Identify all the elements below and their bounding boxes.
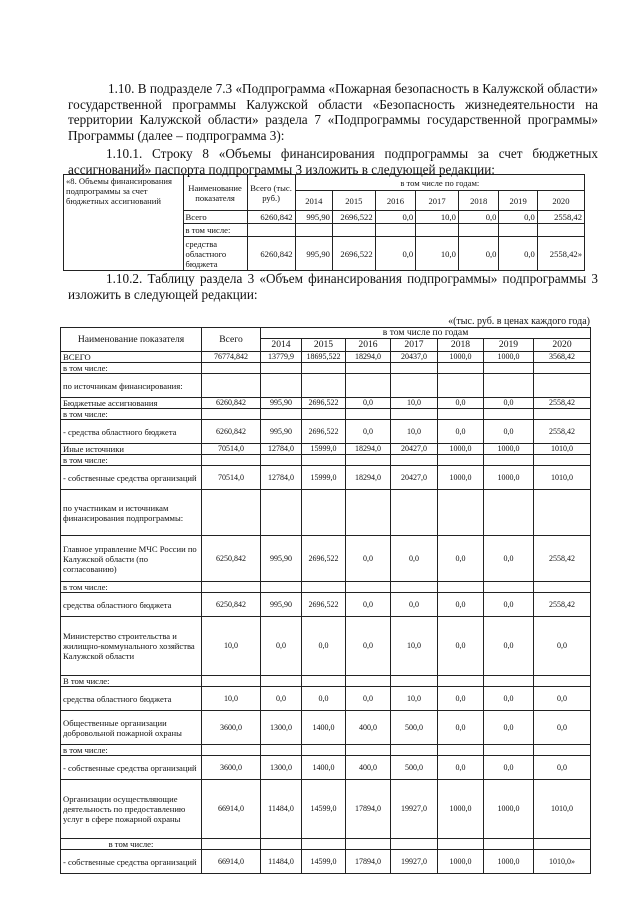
t2-cell <box>438 409 484 420</box>
t2-row <box>61 490 591 536</box>
t2-cell <box>438 839 484 850</box>
t1-cell <box>295 224 332 237</box>
t2-cell: 1010,0 <box>534 466 591 490</box>
t2-cell: 0,0 <box>484 617 534 676</box>
t2-cell: 995,90 <box>261 593 302 617</box>
t2-row <box>61 850 591 874</box>
paragraph-1-10-1: 1.10.1. Строку 8 «Объемы финансирования подпрограммы за счет бюджетных ассигнований» паспорта подпрограммы 3 изложить в следующей редакции: <box>68 146 598 177</box>
passport-row-label: «8. Объемы финансирования подпрограммы за счет бюджетных ассигнований <box>64 175 184 271</box>
t2-cell <box>261 745 302 756</box>
t1-cell <box>499 224 537 237</box>
t2-cell <box>391 676 438 687</box>
t2-cell: 10,0 <box>391 687 438 711</box>
t2-cell <box>391 374 438 398</box>
t2-row <box>61 466 591 490</box>
t2-cell: 18294,0 <box>346 352 391 363</box>
t2-row-name: Общественные организации добровольной пожарной охраны <box>61 711 202 745</box>
units-note: «(тыс. руб. в ценах каждого года) <box>448 316 590 327</box>
t2-cell: 13779,9 <box>261 352 302 363</box>
t2-cell: 0,0 <box>346 420 391 444</box>
t2-cell: 0,0 <box>484 536 534 582</box>
paragraph-1-10: 1.10. В подразделе 7.3 «Подпрограмма «Пожарная безопасность в Калужской области» государственной программы Калужской области «Безопасность жизнедеятельности на территории Калужской области» раздела 7 «Подпрограммы государственной программы» Программы (далее – подпрограмма 3): <box>68 81 598 143</box>
t2-cell: 0,0 <box>438 593 484 617</box>
t2-cell <box>391 409 438 420</box>
t2-cell: 0,0 <box>438 687 484 711</box>
t2-cell: 18294,0 <box>346 444 391 455</box>
t2-cell: 995,90 <box>261 398 302 409</box>
t2-year-header: 2015 <box>302 339 346 352</box>
t2-row-total: 76774,842 <box>202 352 261 363</box>
t2-row <box>61 617 591 676</box>
t2-row <box>61 756 591 780</box>
t2-cell: 2696,522 <box>302 398 346 409</box>
t2-row-total <box>202 363 261 374</box>
t2-cell: 1000,0 <box>484 466 534 490</box>
t2-cell <box>534 363 591 374</box>
t2-cell <box>302 363 346 374</box>
t2-cell: 12784,0 <box>261 444 302 455</box>
t2-cell: 1000,0 <box>438 352 484 363</box>
t2-cell <box>484 363 534 374</box>
t2-cell: 0,0 <box>534 756 591 780</box>
t1-header-total: Всего (тыс. руб.) <box>247 175 295 211</box>
t2-cell: 0,0 <box>438 711 484 745</box>
t2-row-total: 70514,0 <box>202 466 261 490</box>
t2-cell <box>261 676 302 687</box>
t2-cell: 0,0 <box>484 420 534 444</box>
t2-cell: 15999,0 <box>302 466 346 490</box>
paragraph-1-10-2: 1.10.2. Таблицу раздела 3 «Объем финансирования подпрограммы» подпрограммы 3 изложить в следующей редакции: <box>68 271 598 302</box>
t2-cell <box>534 409 591 420</box>
t2-row-name: по участникам и источникам финансирования подпрограммы: <box>61 490 202 536</box>
t2-cell <box>484 676 534 687</box>
t2-cell <box>391 839 438 850</box>
t2-row <box>61 536 591 582</box>
t2-cell <box>438 455 484 466</box>
t2-row-total: 66914,0 <box>202 780 261 839</box>
t2-cell: 10,0 <box>391 617 438 676</box>
t2-row <box>61 711 591 745</box>
t2-row-name: в том числе: <box>61 582 202 593</box>
t1-cell: 0,0 <box>458 211 499 224</box>
t2-row-total: 66914,0 <box>202 850 261 874</box>
t2-row-total <box>202 374 261 398</box>
t2-row-total <box>202 839 261 850</box>
t2-row-name: Организации осуществляющие деятельность по предоставлению услуг в сфере пожарной охраны <box>61 780 202 839</box>
t2-cell <box>346 582 391 593</box>
t1-year-header: 2018 <box>458 191 499 211</box>
t2-cell: 0,0 <box>484 593 534 617</box>
t2-year-header: 2014 <box>261 339 302 352</box>
t2-row <box>61 420 591 444</box>
t2-cell <box>438 582 484 593</box>
t2-cell: 2558,42 <box>534 593 591 617</box>
t2-row-name: Бюджетные ассигнования <box>61 398 202 409</box>
t1-year-header: 2015 <box>332 191 375 211</box>
t2-cell: 995,90 <box>261 536 302 582</box>
t2-cell <box>484 839 534 850</box>
t2-cell: 2558,42 <box>534 398 591 409</box>
t2-row-name: по источникам финансирования: <box>61 374 202 398</box>
t2-row-name: в том числе: <box>61 745 202 756</box>
t2-cell: 1010,0 <box>534 444 591 455</box>
t2-cell: 20437,0 <box>391 352 438 363</box>
t2-row-total <box>202 582 261 593</box>
t2-row <box>61 676 591 687</box>
t2-cell <box>391 455 438 466</box>
t2-cell: 2696,522 <box>302 420 346 444</box>
t2-row-total: 10,0 <box>202 687 261 711</box>
t1-cell: 995,90 <box>295 211 332 224</box>
t2-row-total <box>202 455 261 466</box>
t2-cell <box>534 582 591 593</box>
t2-cell <box>438 363 484 374</box>
t1-cell: 995,90 <box>295 237 332 271</box>
funding-table <box>60 327 591 874</box>
t1-cell: 10,0 <box>416 211 459 224</box>
t1-row-name: средства областного бюджета <box>183 237 247 271</box>
t2-cell: 19927,0 <box>391 850 438 874</box>
t1-year-header: 2016 <box>375 191 416 211</box>
t1-row-total: 6260,842 <box>247 237 295 271</box>
t2-cell <box>534 839 591 850</box>
t2-cell: 995,90 <box>261 420 302 444</box>
t2-cell: 0,0 <box>391 536 438 582</box>
t2-cell: 1000,0 <box>484 850 534 874</box>
t2-cell: 400,0 <box>346 756 391 780</box>
t2-cell: 1010,0 <box>534 780 591 839</box>
t2-cell <box>346 455 391 466</box>
t2-cell <box>302 582 346 593</box>
t2-row-name: в том числе: <box>61 409 202 420</box>
t2-cell: 2558,42 <box>534 536 591 582</box>
t2-row-total <box>202 745 261 756</box>
t2-cell <box>438 676 484 687</box>
t2-cell: 10,0 <box>391 398 438 409</box>
passport-funding-table <box>63 174 585 271</box>
t2-cell: 0,0 <box>438 420 484 444</box>
t2-row <box>61 363 591 374</box>
t2-cell <box>346 676 391 687</box>
t2-cell <box>534 490 591 536</box>
t2-row-name: Иные источники <box>61 444 202 455</box>
t2-cell <box>534 374 591 398</box>
t2-cell <box>302 745 346 756</box>
t2-cell <box>346 490 391 536</box>
t2-cell: 15999,0 <box>302 444 346 455</box>
t2-row <box>61 582 591 593</box>
t2-cell <box>346 374 391 398</box>
t2-row-name: Министерство строительства и жилищно-коммунального хозяйства Калужской области <box>61 617 202 676</box>
t2-row-name: в том числе: <box>61 839 202 850</box>
t2-header-total: Всего <box>202 328 261 352</box>
t1-cell: 2558,42 <box>537 211 584 224</box>
t1-year-header: 2014 <box>295 191 332 211</box>
t2-row-name: средства областного бюджета <box>61 593 202 617</box>
t2-cell <box>261 455 302 466</box>
t2-cell: 3568,42 <box>534 352 591 363</box>
t2-row-total: 6250,842 <box>202 536 261 582</box>
t2-cell: 1000,0 <box>438 850 484 874</box>
t2-cell <box>302 490 346 536</box>
t2-cell: 20427,0 <box>391 444 438 455</box>
t2-cell: 0,0 <box>534 711 591 745</box>
t2-year-header: 2020 <box>534 339 591 352</box>
t2-row-total: 3600,0 <box>202 756 261 780</box>
t2-cell: 0,0 <box>438 398 484 409</box>
t2-cell: 0,0 <box>484 711 534 745</box>
t2-row <box>61 455 591 466</box>
t2-cell: 0,0 <box>346 593 391 617</box>
t2-cell <box>391 490 438 536</box>
t2-cell <box>484 490 534 536</box>
t2-row <box>61 745 591 756</box>
t2-cell <box>438 490 484 536</box>
t2-year-header: 2017 <box>391 339 438 352</box>
t2-cell <box>484 409 534 420</box>
t2-cell: 0,0 <box>391 593 438 617</box>
t2-row-name: - собственные средства организаций <box>61 850 202 874</box>
t2-cell: 0,0 <box>346 687 391 711</box>
t2-row-name: в том числе: <box>61 455 202 466</box>
t2-cell <box>261 409 302 420</box>
t2-row-name: ВСЕГО <box>61 352 202 363</box>
t1-cell <box>375 224 416 237</box>
t2-cell <box>302 839 346 850</box>
t1-cell: 2696,522 <box>332 237 375 271</box>
t2-row <box>61 352 591 363</box>
t2-cell: 17894,0 <box>346 780 391 839</box>
t2-cell <box>534 455 591 466</box>
t2-cell <box>302 676 346 687</box>
t2-cell <box>484 455 534 466</box>
t2-row <box>61 374 591 398</box>
t2-cell <box>346 363 391 374</box>
t2-cell: 2696,522 <box>302 536 346 582</box>
t2-row <box>61 780 591 839</box>
t1-cell: 0,0 <box>375 211 416 224</box>
t2-cell: 20427,0 <box>391 466 438 490</box>
t1-header-name: Наименование показателя <box>183 175 247 211</box>
t1-row-total <box>247 224 295 237</box>
t2-cell <box>534 745 591 756</box>
t2-cell <box>261 374 302 398</box>
t2-cell <box>261 839 302 850</box>
t2-cell: 0,0 <box>438 617 484 676</box>
t2-cell: 0,0 <box>261 617 302 676</box>
t2-cell <box>302 455 346 466</box>
t1-cell: 2696,522 <box>332 211 375 224</box>
t2-cell: 500,0 <box>391 711 438 745</box>
t1-cell: 0,0 <box>458 237 499 271</box>
t2-cell: 18294,0 <box>346 466 391 490</box>
t2-cell: 0,0 <box>346 617 391 676</box>
t2-cell: 0,0 <box>484 398 534 409</box>
t1-cell: 0,0 <box>375 237 416 271</box>
t1-cell: 2558,42» <box>537 237 584 271</box>
t2-cell: 2696,522 <box>302 593 346 617</box>
t2-cell: 1000,0 <box>484 444 534 455</box>
t2-cell: 0,0 <box>438 536 484 582</box>
t2-cell: 17894,0 <box>346 850 391 874</box>
t2-row <box>61 593 591 617</box>
t2-cell: 2558,42 <box>534 420 591 444</box>
t2-cell: 1300,0 <box>261 756 302 780</box>
t2-cell <box>391 363 438 374</box>
t2-cell: 1000,0 <box>438 466 484 490</box>
t2-cell: 0,0 <box>346 536 391 582</box>
t2-cell: 1400,0 <box>302 711 346 745</box>
t2-cell <box>391 745 438 756</box>
t2-row-name: Главное управление МЧС России по Калужской области (по согласованию) <box>61 536 202 582</box>
t2-year-header: 2019 <box>484 339 534 352</box>
t2-year-header: 2018 <box>438 339 484 352</box>
t1-header-years-group: в том числе по годам: <box>295 175 584 191</box>
t2-cell: 1300,0 <box>261 711 302 745</box>
t2-cell <box>261 582 302 593</box>
t2-cell: 0,0 <box>261 687 302 711</box>
t2-cell: 1000,0 <box>484 780 534 839</box>
t2-cell: 0,0 <box>484 687 534 711</box>
t1-row-name: в том числе: <box>183 224 247 237</box>
t2-row-name: средства областного бюджета <box>61 687 202 711</box>
t2-cell <box>438 745 484 756</box>
t2-cell: 0,0 <box>534 687 591 711</box>
t2-cell: 19927,0 <box>391 780 438 839</box>
t2-cell: 11484,0 <box>261 850 302 874</box>
t2-row <box>61 444 591 455</box>
t2-row-name: - собственные средства организаций <box>61 756 202 780</box>
t2-row <box>61 398 591 409</box>
t2-cell <box>261 363 302 374</box>
t1-cell: 0,0 <box>499 211 537 224</box>
t2-cell <box>261 490 302 536</box>
t2-cell <box>438 374 484 398</box>
t2-cell: 1000,0 <box>484 352 534 363</box>
t1-cell <box>332 224 375 237</box>
t2-cell: 14599,0 <box>302 780 346 839</box>
t2-row-name: - средства областного бюджета <box>61 420 202 444</box>
t2-cell: 0,0 <box>438 756 484 780</box>
t2-cell: 18695,522 <box>302 352 346 363</box>
t2-header-name: Наименование показателя <box>61 328 202 352</box>
t2-header-years-group: в том числе по годам <box>261 328 591 339</box>
t2-row-total: 70514,0 <box>202 444 261 455</box>
t2-cell: 0,0 <box>302 687 346 711</box>
t2-cell <box>302 374 346 398</box>
t2-row-total: 6260,842 <box>202 420 261 444</box>
t2-row-total: 10,0 <box>202 617 261 676</box>
t2-cell: 400,0 <box>346 711 391 745</box>
t2-cell: 0,0 <box>534 617 591 676</box>
t2-row <box>61 409 591 420</box>
t1-row-name: Всего <box>183 211 247 224</box>
t2-cell <box>346 745 391 756</box>
t1-year-header: 2017 <box>416 191 459 211</box>
t2-row-name: - собственные средства организаций <box>61 466 202 490</box>
t2-row <box>61 687 591 711</box>
t2-cell: 1000,0 <box>438 780 484 839</box>
t2-row-total <box>202 676 261 687</box>
t2-cell <box>302 409 346 420</box>
t2-year-header: 2016 <box>346 339 391 352</box>
t2-cell: 10,0 <box>391 420 438 444</box>
t2-cell: 11484,0 <box>261 780 302 839</box>
t2-cell: 0,0 <box>346 398 391 409</box>
t2-cell: 0,0 <box>302 617 346 676</box>
t1-cell: 0,0 <box>499 237 537 271</box>
t2-row-total <box>202 409 261 420</box>
t2-row-name: в том числе: <box>61 363 202 374</box>
t2-cell <box>484 582 534 593</box>
t2-cell: 1010,0» <box>534 850 591 874</box>
t1-cell <box>458 224 499 237</box>
t2-cell <box>534 676 591 687</box>
t2-cell: 12784,0 <box>261 466 302 490</box>
t2-row <box>61 839 591 850</box>
t2-cell: 14599,0 <box>302 850 346 874</box>
t2-cell: 1000,0 <box>438 444 484 455</box>
t2-cell <box>346 409 391 420</box>
t2-cell <box>484 374 534 398</box>
t1-year-header: 2020 <box>537 191 584 211</box>
t2-row-total: 6260,842 <box>202 398 261 409</box>
t2-cell: 0,0 <box>484 756 534 780</box>
t1-cell <box>537 224 584 237</box>
t2-cell <box>391 582 438 593</box>
t2-row-total: 6250,842 <box>202 593 261 617</box>
t1-year-header: 2019 <box>499 191 537 211</box>
t2-cell <box>346 839 391 850</box>
t1-cell: 10,0 <box>416 237 459 271</box>
t2-row-total: 3600,0 <box>202 711 261 745</box>
t2-row-total <box>202 490 261 536</box>
t1-cell <box>416 224 459 237</box>
t2-cell: 500,0 <box>391 756 438 780</box>
t1-row-total: 6260,842 <box>247 211 295 224</box>
t2-cell <box>484 745 534 756</box>
t2-cell: 1400,0 <box>302 756 346 780</box>
t2-row-name: В том числе: <box>61 676 202 687</box>
